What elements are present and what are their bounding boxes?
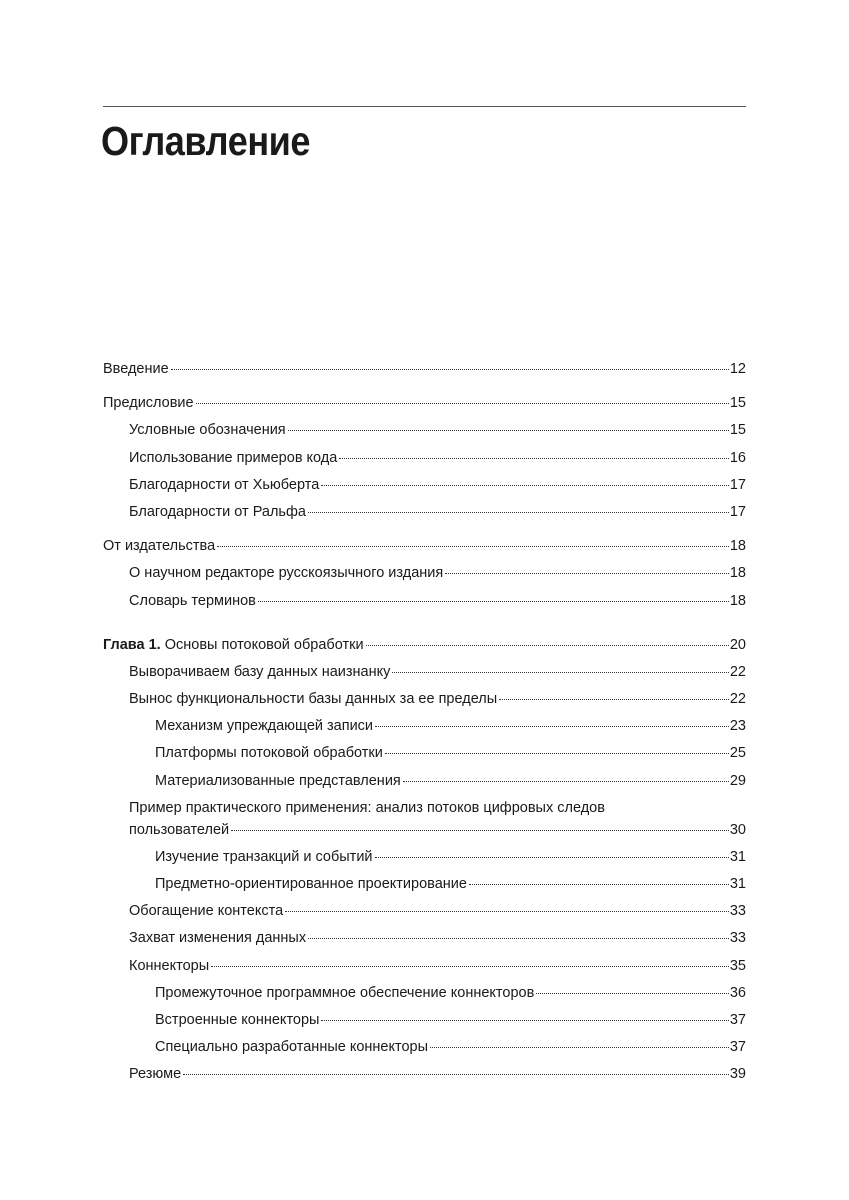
toc-entry-page: 33 bbox=[729, 903, 746, 920]
toc-entry-page: 20 bbox=[729, 636, 746, 653]
dot-leader bbox=[339, 458, 729, 459]
dot-leader bbox=[258, 601, 729, 602]
toc-entry-title-line1: Пример практического применения: анализ потоков цифровых следов bbox=[129, 799, 605, 816]
toc-entry-title: Материализованные представления bbox=[155, 772, 401, 789]
toc-entry-title: Предметно-ориентированное проектирование bbox=[155, 876, 467, 892]
toc-entry-page: 16 bbox=[729, 449, 746, 466]
toc-entry[interactable] bbox=[103, 562, 746, 589]
dot-leader bbox=[211, 966, 729, 967]
toc-entry-page: 15 bbox=[729, 395, 746, 412]
dot-leader bbox=[308, 512, 729, 513]
toc-entry-title: Введение bbox=[103, 361, 169, 377]
toc-entry[interactable] bbox=[103, 358, 746, 385]
toc-entry[interactable] bbox=[103, 846, 746, 873]
chapter-label: Глава 1. bbox=[103, 636, 165, 653]
toc-entry-title: О научном редакторе русскоязычного издания bbox=[129, 565, 444, 582]
toc-entry[interactable] bbox=[103, 1009, 746, 1036]
toc-entry[interactable] bbox=[103, 797, 746, 846]
toc-entry-page: 37 bbox=[729, 1011, 746, 1028]
toc-entry-title: Промежуточное программное обеспечение коннекторов bbox=[155, 984, 535, 1001]
toc-entry-title: От издательства bbox=[103, 538, 216, 555]
toc-entry-title: Условные обозначения bbox=[129, 422, 286, 439]
toc-entry[interactable] bbox=[103, 873, 746, 900]
toc-entry-page: 23 bbox=[729, 718, 746, 735]
toc-entry-page: 31 bbox=[729, 848, 746, 865]
dot-leader bbox=[385, 753, 729, 754]
dot-leader bbox=[285, 911, 729, 912]
dot-leader bbox=[321, 1020, 728, 1021]
toc-entry-title: Коннекторы bbox=[129, 957, 210, 974]
toc-entry-title: Обогащение контекста bbox=[129, 903, 284, 920]
toc-entry[interactable] bbox=[103, 447, 746, 474]
toc-entry[interactable] bbox=[103, 474, 746, 501]
toc-entry-title: Изучение транзакций и событий bbox=[155, 848, 373, 865]
toc-entry-page: 31 bbox=[729, 876, 746, 892]
toc-entry-page: 18 bbox=[729, 565, 746, 582]
toc-entry-title: Основы потоковой обработки bbox=[164, 636, 364, 653]
dot-leader bbox=[183, 1074, 729, 1075]
toc-entry-page: 12 bbox=[729, 361, 746, 377]
toc-entry[interactable] bbox=[103, 1036, 746, 1063]
dot-leader bbox=[171, 369, 729, 370]
toc-entry-page: 36 bbox=[729, 984, 746, 1001]
dot-leader bbox=[196, 403, 729, 404]
dot-leader bbox=[469, 884, 729, 885]
toc-entry-page: 15 bbox=[729, 422, 746, 439]
toc-entry-page: 39 bbox=[729, 1066, 746, 1083]
page-title: Оглавление bbox=[101, 118, 311, 164]
toc-entry-title: Вынос функциональности базы данных за ее пределы bbox=[129, 691, 498, 708]
dot-leader bbox=[231, 830, 729, 831]
toc-entry-title: Благодарности от Ральфа bbox=[129, 503, 306, 520]
toc-entry-page: 33 bbox=[729, 930, 746, 947]
toc-entry[interactable] bbox=[103, 742, 746, 769]
toc-entry-title: Захват изменения данных bbox=[129, 930, 307, 947]
toc-entry-title: Специально разработанные коннекторы bbox=[155, 1039, 429, 1056]
toc-entry-title: пользователей bbox=[129, 821, 230, 838]
toc-entry[interactable] bbox=[103, 634, 746, 661]
toc-entry-page: 30 bbox=[729, 821, 746, 838]
toc-entry-page: 22 bbox=[729, 691, 746, 708]
toc-entry[interactable] bbox=[103, 900, 746, 927]
toc-entry[interactable] bbox=[103, 419, 746, 446]
toc-entry[interactable] bbox=[103, 955, 746, 982]
dot-leader bbox=[288, 430, 729, 431]
dot-leader bbox=[430, 1047, 729, 1048]
toc-entry[interactable] bbox=[103, 770, 746, 797]
toc-entry-page: 37 bbox=[729, 1039, 746, 1056]
toc-entry-page: 35 bbox=[729, 957, 746, 974]
toc-entry[interactable] bbox=[103, 392, 746, 419]
toc-entry[interactable] bbox=[103, 535, 746, 562]
dot-leader bbox=[536, 993, 729, 994]
toc-entry[interactable] bbox=[103, 982, 746, 1009]
toc-entry[interactable] bbox=[103, 1063, 746, 1090]
header-rule bbox=[103, 106, 746, 107]
toc-entry-title: Благодарности от Хьюберта bbox=[129, 476, 320, 493]
toc-entry-page: 18 bbox=[729, 538, 746, 555]
dot-leader bbox=[375, 726, 729, 727]
toc-entry-title: Выворачиваем базу данных наизнанку bbox=[129, 663, 391, 680]
toc-entry-title: Предисловие bbox=[103, 395, 194, 412]
toc-entry-title: Использование примеров кода bbox=[129, 449, 338, 466]
toc-entry-page: 17 bbox=[729, 476, 746, 493]
toc-entry-title: Резюме bbox=[129, 1066, 182, 1083]
dot-leader bbox=[403, 781, 729, 782]
toc-entry[interactable] bbox=[103, 927, 746, 954]
dot-leader bbox=[366, 645, 729, 646]
toc-entry-title: Платформы потоковой обработки bbox=[155, 745, 383, 762]
dot-leader bbox=[445, 573, 729, 574]
dot-leader bbox=[217, 546, 729, 547]
toc-entry-page: 18 bbox=[729, 592, 746, 609]
toc-entry-page: 22 bbox=[729, 663, 746, 680]
dot-leader bbox=[308, 938, 729, 939]
toc-entry[interactable] bbox=[103, 590, 746, 617]
toc-entry-title: Механизм упреждающей записи bbox=[155, 718, 374, 735]
toc-entry-page: 17 bbox=[729, 503, 746, 520]
toc-entry[interactable] bbox=[103, 688, 746, 715]
toc-entry[interactable] bbox=[103, 715, 746, 742]
toc-entry-title: Встроенные коннекторы bbox=[155, 1011, 320, 1028]
toc-entry-page: 29 bbox=[729, 772, 746, 789]
dot-leader bbox=[392, 672, 728, 673]
dot-leader bbox=[321, 485, 729, 486]
dot-leader bbox=[375, 857, 729, 858]
toc-entry-page: 25 bbox=[729, 745, 746, 762]
toc-entry[interactable] bbox=[103, 661, 746, 688]
dot-leader bbox=[499, 699, 729, 700]
toc-entry[interactable] bbox=[103, 501, 746, 528]
table-of-contents bbox=[103, 358, 746, 1091]
toc-entry-title: Словарь терминов bbox=[129, 592, 256, 609]
